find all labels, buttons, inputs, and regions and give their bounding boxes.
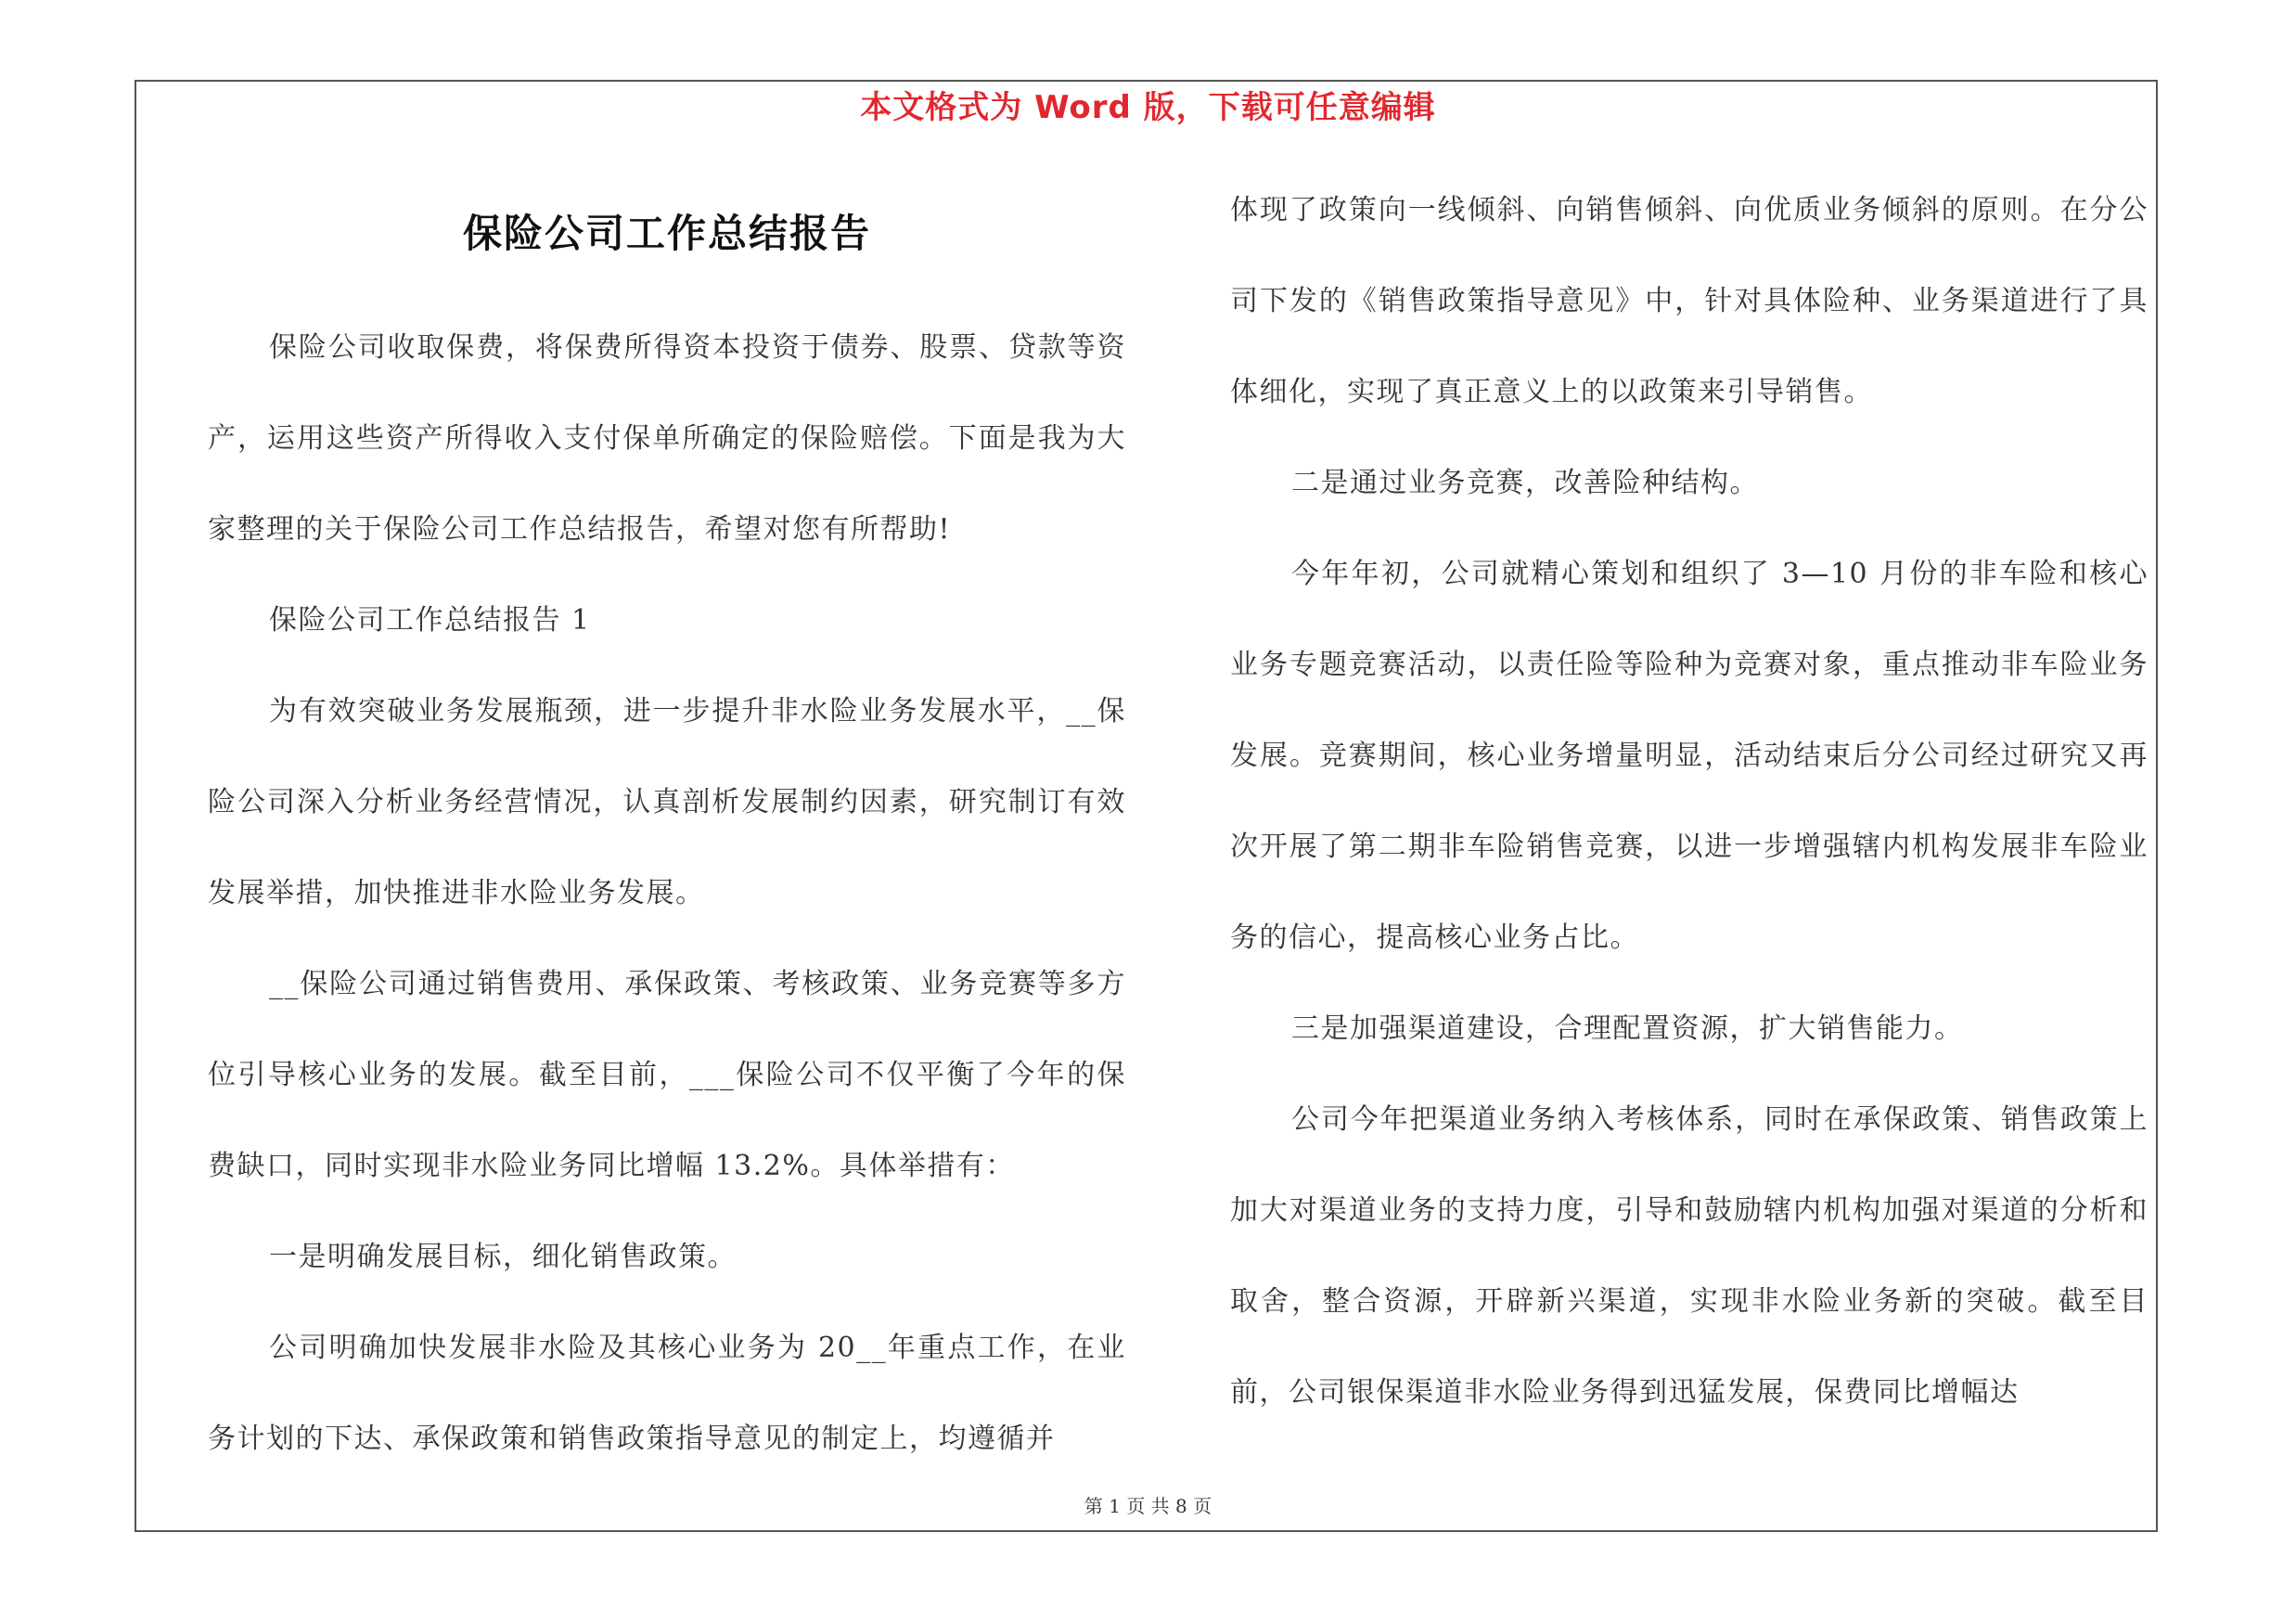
subheading: 二是通过业务竞赛，改善险种结构。	[1291, 467, 1759, 499]
document-title: 保险公司工作总结报告	[462, 211, 871, 256]
left-column	[208, 303, 1126, 1485]
paragraph: 公司今年把渠道业务纳入考核体系，同时在承保政策、销售政策上加大对渠道业务的支持力度，引导和鼓励辖内机构加强对渠道的分析和取舍，整合资源，开辟新兴渠道，实现非水险业务新的突破。截至目前，公司银保渠道非水险业务得到迅猛发展，保费同比增幅达	[1230, 1103, 2148, 1409]
section-heading: 保险公司工作总结报告 1	[269, 604, 591, 637]
right-column	[1230, 165, 2148, 1438]
paragraph: __保险公司通过销售费用、承保政策、考核政策、业务竞赛等多方位引导核心业务的发展。截至目前，___保险公司不仅平衡了今年的保费缺口，同时实现非水险业务同比增幅 13.2%。具体举措有：	[208, 968, 1126, 1182]
format-banner: 本文格式为 Word 版，下载可任意编辑	[860, 89, 1436, 126]
paragraph: 为有效突破业务发展瓶颈，进一步提升非水险业务发展水平，__保险公司深入分析业务经营情况，认真剖析发展制约因素，研究制订有效发展举措，加快推进非水险业务发展。	[208, 695, 1126, 909]
subheading: 一是明确发展目标，细化销售政策。	[269, 1241, 737, 1273]
page-number: 第 1 页 共 8 页	[1084, 1495, 1212, 1517]
paragraph-intro: 保险公司收取保费，将保费所得资本投资于债券、股票、贷款等资产，运用这些资产所得收入支付保单所确定的保险赔偿。下面是我为大家整理的关于保险公司工作总结报告，希望对您有所帮助!	[208, 331, 1126, 546]
paragraph-continued: 体现了政策向一线倾斜、向销售倾斜、向优质业务倾斜的原则。在分公司下发的《销售政策指导意见》中，针对具体险种、业务渠道进行了具体细化，实现了真正意义上的以政策来引导销售。	[1230, 194, 2148, 408]
paragraph: 公司明确加快发展非水险及其核心业务为 20__年重点工作，在业务计划的下达、承保政策和销售政策指导意见的制定上，均遵循并	[208, 1332, 1126, 1455]
paragraph: 今年年初，公司就精心策划和组织了 3—10 月份的非车险和核心业务专题竞赛活动，以责任险等险种为竞赛对象，重点推动非车险业务发展。竞赛期间，核心业务增量明显，活动结束后分公司经过研究又再次开展了第二期非车险销售竞赛，以进一步增强辖内机构发展非车险业务的信心，提高核心业务占比。	[1230, 558, 2148, 954]
subheading: 三是加强渠道建设，合理配置资源，扩大销售能力。	[1291, 1012, 1964, 1045]
